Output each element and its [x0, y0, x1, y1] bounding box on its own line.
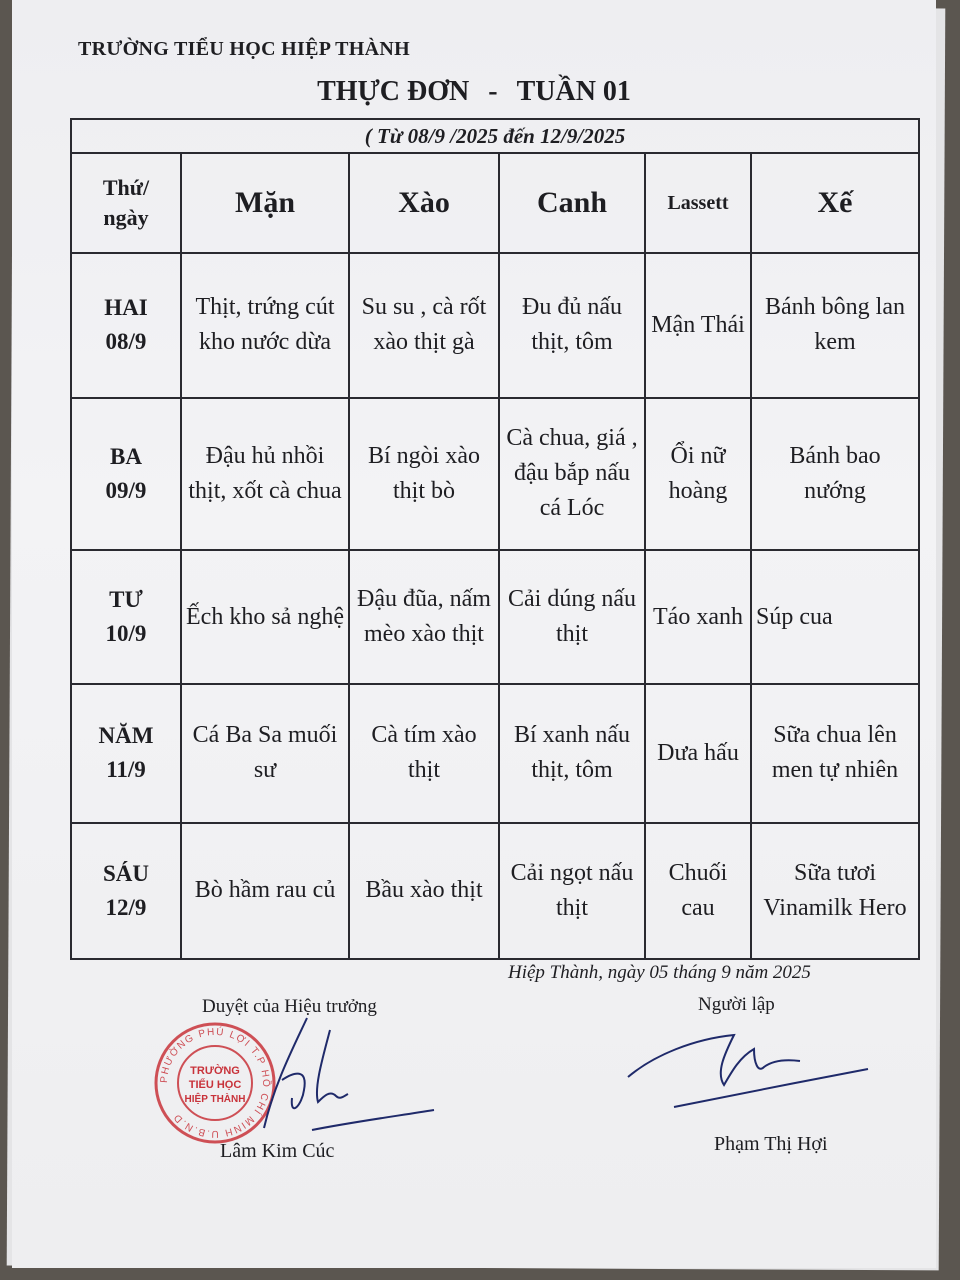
- cell-canh: Cải dúng nấu thịt: [499, 550, 645, 684]
- cell-man: Ếch kho sả nghệ: [181, 550, 349, 684]
- header-day-line1: Thứ/: [102, 175, 150, 201]
- page-title: [12, 76, 936, 108]
- table-row: [71, 823, 919, 959]
- cell-canh: Đu đủ nấu thịt, tôm: [499, 253, 645, 397]
- stamp-line2: TIỂU HỌC: [188, 1079, 242, 1091]
- day-cell: [71, 550, 181, 684]
- table-row: [71, 550, 919, 684]
- cell-canh: Bí xanh nấu thịt, tôm: [499, 684, 645, 822]
- cell-dessert: Chuối cau: [645, 823, 751, 959]
- day-name: TƯ: [109, 587, 143, 613]
- menu-document: [12, 0, 936, 1268]
- cell-canh: Cải ngọt nấu thịt: [499, 823, 645, 959]
- cell-xe: Bánh bao nướng: [751, 398, 919, 550]
- cell-canh: Cà chua, giá , đậu bắp nấu cá Lóc: [499, 398, 645, 550]
- creator-label: Người lập: [698, 994, 775, 1015]
- cell-dessert: Táo xanh: [645, 550, 751, 684]
- header-day-line2: ngày: [103, 205, 149, 231]
- title-main: THỰC ĐƠN: [317, 76, 470, 107]
- approver-signature: [212, 1010, 442, 1140]
- place-date: Hiệp Thành, ngày 05 tháng 9 năm 2025: [508, 962, 811, 983]
- header-man: Mặn: [181, 153, 349, 253]
- cell-xao: Đậu đũa, nấm mèo xào thịt: [349, 550, 499, 684]
- table-row: [71, 253, 919, 397]
- day-cell: [71, 823, 181, 959]
- approver-name: Lâm Kim Cúc: [220, 1140, 335, 1162]
- cell-man: Thịt, trứng cút kho nước dừa: [181, 253, 349, 397]
- header-xao: Xào: [349, 153, 499, 253]
- cell-dessert: Mận Thái: [645, 253, 751, 397]
- day-date: 11/9: [106, 757, 146, 783]
- school-name: TRƯỜNG TIỂU HỌC HIỆP THÀNH: [78, 38, 410, 60]
- cell-xe: Súp cua: [751, 550, 919, 684]
- day-name: SÁU: [102, 860, 149, 886]
- day-cell: [71, 253, 181, 397]
- day-date: 09/9: [105, 477, 147, 503]
- header-row: [71, 153, 919, 253]
- header-canh: Canh: [499, 153, 645, 253]
- stamp-line1: TRƯỜNG: [190, 1065, 240, 1077]
- day-date: 12/9: [105, 894, 147, 920]
- table-row: [71, 398, 919, 550]
- cell-xe: Sữa chua lên men tự nhiên: [751, 684, 919, 822]
- menu-table: [70, 118, 920, 960]
- day-name: BA: [110, 443, 142, 469]
- day-date: 10/9: [105, 621, 147, 647]
- header-day: [71, 153, 181, 253]
- header-xe: Xế: [751, 153, 919, 253]
- cell-man: Đậu hủ nhồi thịt, xốt cà chua: [181, 398, 349, 550]
- title-week: TUẦN 01: [516, 76, 631, 107]
- cell-xao: Bí ngòi xào thịt bò: [349, 398, 499, 550]
- header-dessert: Lassett: [645, 153, 751, 253]
- cell-man: Bò hầm rau củ: [181, 823, 349, 959]
- approver-label: Duyệt của Hiệu trưởng: [202, 996, 377, 1017]
- day-cell: [71, 684, 181, 822]
- table-row: [71, 684, 919, 822]
- cell-xe: Bánh bông lan kem: [751, 253, 919, 397]
- day-date: 08/9: [105, 329, 147, 355]
- day-cell: [71, 398, 181, 550]
- cell-xao: Su su , cà rốt xào thịt gà: [349, 253, 499, 397]
- cell-man: Cá Ba Sa muối sư: [181, 684, 349, 822]
- stamp-line3: HIỆP THÀNH: [184, 1094, 246, 1105]
- date-range: ( Từ 08/9 /2025 đến 12/9/2025: [71, 119, 919, 153]
- stamp-ring-text: PHƯỜNG PHÚ LỢI T.P HỒ CHÍ MINH U.B.N.D: [158, 1026, 272, 1140]
- cell-dessert: Ổi nữ hoàng: [645, 398, 751, 550]
- cell-xao: Cà tím xào thịt: [349, 684, 499, 822]
- cell-xao: Bầu xào thịt: [349, 823, 499, 959]
- title-separator: -: [488, 76, 498, 107]
- creator-signature: [624, 1015, 874, 1115]
- creator-name: Phạm Thị Hợi: [714, 1133, 828, 1155]
- cell-xe: Sữa tươi Vinamilk Hero: [751, 823, 919, 959]
- day-name: NĂM: [98, 723, 154, 749]
- day-name: HAI: [104, 295, 148, 321]
- cell-dessert: Dưa hấu: [645, 684, 751, 822]
